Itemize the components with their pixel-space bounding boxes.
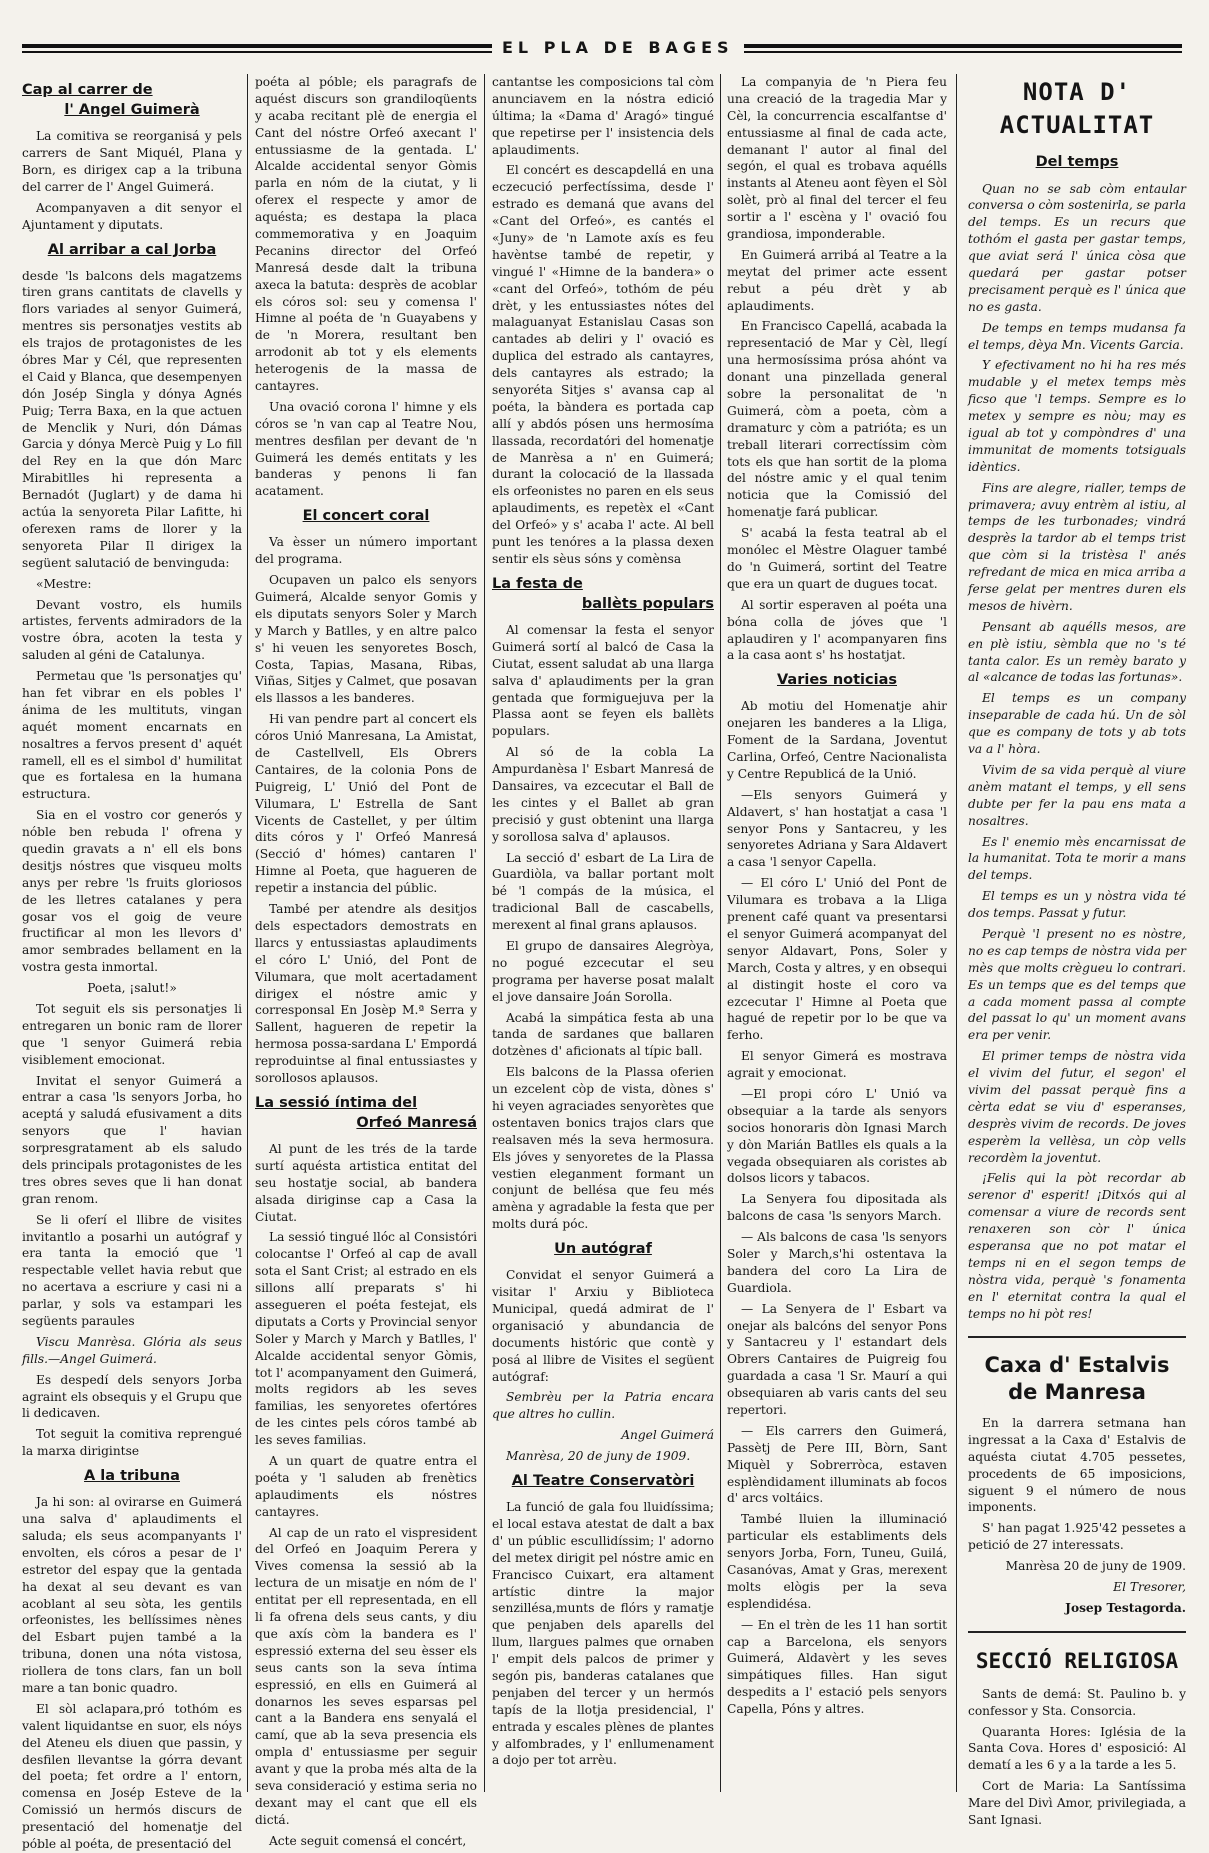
paragraph: Va èsser un número important del programa.: [255, 535, 477, 567]
column-2: [255, 74, 477, 1848]
paragraph: Manrèsa 20 de juny de 1909.: [1005, 1559, 1186, 1574]
paragraph: Ab motiu del Homenatje ahir onejaren les banderes a la Lliga, Foment de la Sardana, Joventut Carlina, Orfeó, Centre Nacionalista y Centre Republicá de la Unió.: [727, 699, 947, 781]
section-heading-caxa-estalvis: Caxa d' Estalvis de Manresa: [984, 1353, 1170, 1404]
paragraph: — Als balcons de casa 'ls senyors Soler y March,s'hi ostentava la bandera del coro La Lira de Guardiola.: [727, 1230, 947, 1295]
paragraph: Devant vostro, els humils artistes, fervents admiradors de la vostre óbra, acoten la testa y saluden al géni de Catalunya.: [22, 597, 242, 663]
paragraph: El concért es descapdellá en una eczecució perfectíssima, desde l' estrado es demaná que avans del «Cant del Orfeó», es cantés el «Juny» de 'n Lamote axís es feu havèntse també de repetir, y vingué l' «Himne de la bandera» o «cant del Orfeó», tothóm de péu drèt, y les entussiastes nótes del malaguanyat Estanislau Casas son cantades ab deliri y l' ovació es duplica del estrado als cantayres, dels cantayres als estrado; la senyoréta Sitjes s' avansa cap al poéta, la bàndera es portada cap allí y abdós pósen uns hermosíma llassada, recordatóri del homenatje de Manrèsa a n' en Guimerá; durant la colocació de la llassada els orfeonistes no paren en els seus aplaudiments, es repetèx el «Cant del Orfeó» y s' acaba l' acte. Al bell punt les tenóres a la plassa dexen sentir els sèus sóns y comènsa: [492, 163, 714, 566]
column-1: [22, 74, 242, 1852]
paragraph: La Senyera fou dipositada als balcons de casa 'ls senyors March.: [727, 1192, 947, 1224]
column-4: [727, 74, 947, 1792]
paragraph: També lluien la illuminació particular els establiments dels senyors Jorba, Forn, Tuneu, Guilá, Casanóvas, Amat y Gras, merexent molts elògis per la seva esplendidésa.: [727, 1512, 947, 1611]
paragraph: El primer temps de nòstra vida el vivim del futur, el segon' el vivim del passat perquè fins a cèrta edat se viu d' esperanses, desprès vivim de records. De joves esperèm la vellèsa, un còp vells recordèm la joventut.: [968, 1049, 1186, 1165]
paragraph: També per atendre als desitjos dels espectadors demostrats en llarcs y entussiastas aplaudiments el córo L' Unió, del Pont de Vilumara, que molt acertadament dirigex el nóstre amic y corresponsal En Josèp M.ª Serra y Sallent, hagueren de repetir la hermosa possa-sardana L' Empordá reproduintse al final entussiastes y sorollosos aplausos.: [255, 902, 477, 1085]
paragraph: Es l' enemio mès encarnissat de la humanitat. Tota te morir a mans del temps.: [968, 834, 1186, 883]
treasurer-signature: Josep Testagorda.: [1065, 1600, 1186, 1615]
paragraph: Al punt de les trés de la tarde surtí aquésta artistica entitat del seu hostatje social, ab bandera alsada diriginse cap a Casa la Ciutat.: [255, 1142, 477, 1224]
paragraph: Invitat el senyor Guimerá a entrar a casa 'ls senyors Jorba, ho aceptá y saludá efusivament a dits senyors que l' havian sorpresgratament ab els saludo dels principals protagonistes de les tres obres seves que li han donat gran renom.: [22, 1073, 242, 1206]
paragraph: Ocupaven un palco els senyors Guimerá, Alcalde senyor Gomis y els diputats senyors Soler y March y March y Batlles, y en altre palco s' hi veuen les senyoretes Bosch, Costa, Tapias, Masana, Ribas, Viñas, Sitjes y Calmet, que posavan els llassos a les banderes.: [255, 573, 477, 706]
paragraph: La funció de gala fou lluidíssima; el local estava atestat de dalt a bax d' un públic escullidíssim; l' adorno del metex dirigit pel nóstre amic en Francisco Cuixart, era altament artístic dintre la major senzillésa,munts de flórs y ramatje que penjaben dels aparells del llum, llargues palmes que ornaben l' empit dels palcos de primer y segón pis, banderas catalanes que penjaben del tercer y un hermós tapís de la llotja presidencial, l' entrada y escales plènes de plantes y alfombrades, y l' enllumenament a dojo per tot arrèu.: [492, 1500, 714, 1768]
paragraph: Acabá la simpática festa ab una tanda de sardanes que ballaren dotzènes d' aficionats al típic ball.: [492, 1010, 714, 1059]
column-divider: [956, 74, 957, 1792]
paragraph: Pensant ab aquélls mesos, are en plè istiu, sèmbla que no 's té tanta calor. Es un remèy barato y al «alcance de todas las fortunas».: [968, 619, 1186, 685]
paragraph: La companyia de 'n Piera feu una creació de la tragedia Mar y Cèl, la concurrencia escalfantse d' entussiasme al final de cada acte, demanant l' autor al final del segón, el qual es trobava aquélls instants al Ateneu aont fèyen el Sòl solèt, prò al final del tercer el feu sortir a l' escèna y l' ovació fou grandiosa, imponderable.: [727, 75, 947, 242]
paragraph: Els balcons de la Plassa oferien un ezcelent còp de vista, dònes s' hi veyen agraciades senyorètes que ostentaven bonics trajos clars que realsaven més la seva hermosura. Els jóves y senyoretes de la Plassa vestien eleganment formant un conjunt de bellésa que feu més amèna y agradable la festa que per molts durá póc.: [492, 1065, 714, 1232]
paragraph: Al só de la cobla La Ampurdanèsa l' Esbart Manresá de Dansaires, va ezcecutar el Ball de les cintes y el Ballet ab gran precisió y gust obtenint una llarga y sorollosa salva d' aplausos.: [492, 745, 714, 844]
paragraph: ¡Felis qui la pòt recordar ab serenor d' esperit! ¡Ditxós qui al comensar a viure de records sent renaxeren son còr l' única esperansa que no pot matar el temps ni en el segon temps de nòstra vida, perquè 's fonamenta en l' eternitat contra la qual el temps no hi pòt res!: [968, 1171, 1186, 1321]
paragraph: Permetau que 'ls personatjes qu' han fet vibrar en els pobles l' ánima de les multituts, vingan aquét moment encarnats en nosaltres a fervos present d' aquét ramell, ell es el simbol d' humilitat que es fortalesa en la humana estructura.: [22, 669, 242, 802]
paragraph: poéta al póble; els paragrafs de aquést discurs son grandiloqüents y acaba recitant plè de energia el Cant del nóstre Orfeó axecant l' entussiasme de la gentada. L' Alcalde accidental senyor Gòmis parla en nóm de la ciutat, y li oferex el respecte y amor de aquésta; es destapa la placa commemorativa y en Joaquim Pecanins director del Orfeó Manresá desde dalt la tribuna axeca la batuta: desprès de acoblar els córos sol: seu y comensa l' Himne al poéta de 'n Guayabens y de 'n Morera, resultant ben arrodonit ab tot y els elements heterogenis de la massa de cantayres.: [255, 75, 477, 394]
paragraph: Convidat el senyor Guimerá a visitar l' Arxiu y Biblioteca Municipal, quedá admirat de l' organisació y abundancia de documents históric que contè y posá al llibre de Visites el següent autógraf:: [492, 1268, 714, 1384]
paragraph: En Francisco Capellá, acabada la representació de Mar y Cèl, llegí una hermosíssima prósa ahónt va donant una pinzellada general sobre la personalitat de 'n Guimerá, còm a poeta, còm a dramaturc y còm a patrióta; es un treball literari correctíssim còm tots els que han sortit de la ploma del nóstre amic y el qual tenim noticia que la Comissió del homenatje fará publicar.: [727, 319, 947, 520]
section-heading-teatre-conservatori: Al Teatre Conservatòri: [511, 1473, 695, 1490]
paragraph: Y efectivament no hi ha res més mudable y el metex temps mès ficso que 'l temps. Sempre es lo metex y sempre es nòu; may es igual ab tot y compòndres d' una immunitat de moments totsiguals idèntics.: [968, 358, 1186, 474]
paragraph: S' han pagat 1.925'42 pessetes a petició de 27 interessats.: [968, 1521, 1186, 1553]
paragraph: Al cap de un rato el vispresident del Orfeó en Joaquim Perera y Vives comensa la sessió ab la lectura de un misatje en nóm de l' entitat per ell representada, en ell li fa ofrena dels seus cants, y diu que axís còm la bandera es l' espressió externa del seu èsser els seus cants son la seva íntima espressió, en ells en Guimerá al donarnos les seves esparsas pel cant a la Bandera ens senyalá el camí, que ab la seva presencia els ompla d' entussiasme per seguir avant y que la proba més alta de la seva consideració y estima seria no dexant may el cant que ell els dictá.: [255, 1525, 477, 1827]
paragraph: La secció d' esbart de La Lira de Guardiòla, va ballar portant molt bé 'l compás de la música, el tradicional Ball de cascabells, merexent al final grans aplausos.: [492, 850, 714, 933]
nota-actualitat-heading: NOTA D' ACTUALITAT: [999, 78, 1155, 140]
paragraph: La sessió tingué llóc al Consistóri colocantse l' Orfeó al cap de avall sota el Sant Crist; al estrado en els sillons allí preparats s' hi assegueren el poéta festejat, els diputats a Corts y Provincial senyor Soler y March y March y Batlles, l' Alcalde accidental senyor Gòmis, tot l' acompanyament den Guimerá, molts regidors ab les seves familias, les senyoretes ofertóres de les cintes pels córos també ab les seves familias.: [255, 1230, 477, 1448]
column-3: [492, 74, 714, 1792]
paragraph: — El córo L' Unió del Pont de Vilumara es trobava a la Lliga prenent café quant va presentarsi el senyor Guimerá acompanyat del senyor Aldavart, Pons, Soler y March, Costa y altres, y en obsequi al distingit hoste el coro va ezcecutar l' Himne al Poeta que hagué de repetir por lo be que va ferho.: [727, 876, 947, 1043]
paragraph: Una ovació corona l' himne y els córos se 'n van cap al Teatre Nou, mentres desfilan per devant de 'n Guimerá les demés entitats y les banderas y penons li fan acatament.: [255, 399, 477, 499]
paragraph: — Els carrers den Guimerá, Passètj de Pere III, Bòrn, Sant Miquèl y Sobrerròca, estaven esplèndidament illuminats ab focos d' arcs voltáics.: [727, 1423, 947, 1506]
paragraph: Quan no se sab còm entaular conversa o còm sostenirla, se parla del temps. Es un recurs que tothóm el gasta per gastar temps, que aviat será l' única còsa que quedará per gastar potser precisament perquè es l' única que no es gasta.: [968, 181, 1186, 314]
column-divider: [484, 74, 485, 1792]
section-heading-sessio-intima: La sessió íntima del Orfeó Manresá: [255, 1094, 477, 1131]
paragraph: —El propi córo L' Unió va obsequiar a la tarde als senyors socios honoraris dòn Ignasi March y dòn Marián Batlles els quals a la vegada obsequiaren als coristes ab dolsos licors y tabacos.: [727, 1086, 947, 1186]
paragraph: El temps es un y nòstra vida té dos temps. Passat y futur.: [968, 889, 1186, 921]
paragraph: desde 'ls balcons dels magatzems tiren grans cantitats de clavells y flors variades al senyor Guimerá, mentres sis personatjes vestits ab els trajos de protagonistes de les óbres Mar y Cél, que representen el Caid y Blanca, que desempenyen dón Josép Singla y dónya Agnés Puig; Terra Baxa, en la que actuen de Menclik y Nuri, dón Dámas Garcia y dónya Mercè Puig y Lo fill del Rey en la que dón Marc Mirabitlles hi representa a Bernadót (Juglart) y de dama hi actúa la senyoreta Pilar Lafitte, hi oferexen rams de llorer y la senyoreta Pilar Il dirigex la següent salutació de benvinguda:: [22, 268, 242, 570]
paragraph: Fins are alegre, rialler, temps de primavera; avuy entrèm al istiu, al temps de les turbonades; vindrá desprès la tardor ab el temps trist que còm si la tristèsa l' anés refredant de mica en mica arriba a ferse gelat per mentres duren els mesos de hivèrn.: [968, 480, 1186, 613]
paragraph: De temps en temps mudansa fa el temps, dèya Mn. Vicents Garcia.: [968, 320, 1186, 352]
autograph-signature: Angel Guimerá: [621, 1428, 714, 1443]
paragraph: En la darrera setmana han ingressat a la Caxa d' Estalvis de aquésta ciutat 4.705 pessetes, procedents de 65 imposicions, siguent 9 el número de nous imponents.: [968, 1415, 1186, 1515]
masthead-title: EL PLA DE BAGES: [492, 38, 744, 57]
column-divider: [247, 74, 248, 1792]
paragraph: Tot seguit la comitiva reprengué la marxa dirigintse: [22, 1427, 242, 1459]
paragraph: A un quart de quatre entra el poéta y 'l saluden ab frenètics aplaudiments els nóstres cantayres.: [255, 1454, 477, 1519]
paragraph: Al sortir esperaven al poéta una bóna colla de jóves que 'l aplaudiren y l' acompanyaren fins a la casa aont s' hs hostatjat.: [727, 597, 947, 663]
section-heading-autograf: Un autógraf: [554, 1241, 652, 1258]
paragraph: El Tresorer,: [1113, 1579, 1186, 1594]
paragraph: Perquè 'l present no es nòstre, no es cap temps de nòstra vida per mès que molts crègueu lo contrari. Es un temps que es del temps que a cada moment passa al compte del passat lo qu' un moment avans era per venir.: [968, 926, 1186, 1043]
paragraph: —Els senyors Guimerá y Aldavert, s' han hostatjat a casa 'l senyor Pons y Santacreu, y les senyoretes Adriana y Sara Aldavert a casa 'l senyor Capella.: [727, 787, 947, 870]
paragraph: Tot seguit els sis personatjes li entregaren un bonic ram de llorer que 'l senyor Guimerá rebia visiblement emocionat.: [22, 1001, 242, 1067]
section-heading-seccio-religiosa: SECCIÓ RELIGIOSA: [975, 1648, 1179, 1673]
column-5: [968, 74, 1186, 1828]
section-heading-del-temps: Del temps: [1035, 154, 1119, 171]
paragraph: S' acabá la festa teatral ab el monólec el Mèstre Olaguer també do 'n Guimerá, sortint del Teatre que era un quart de dugues tocat.: [727, 526, 947, 591]
paragraph: Quaranta Hores: Iglésia de la Santa Cova. Hores d' esposició: Al dematí a les 6 y a la tarde a les 5.: [968, 1724, 1186, 1773]
paragraph: Hi van pendre part al concert els córos Unió Manresana, La Amistat, de Castellvell, Els Obrers Cantaires, de la colonia Pons de Puigreig, L' Unió del Pont de Vilumara, L' Estrella de Sant Vicents de Castellet, y per últim dits córos y l' Orfeó Manresá (Secció d' hómes) cantaren l' Himne al Poeta, que hagueren de repetir a instancia del públic.: [255, 712, 477, 896]
paragraph: Poeta, ¡salut!»: [87, 981, 177, 996]
paragraph: — En el trèn de les 11 han sortit cap a Barcelona, els senyors Guimerá, Aldavèrt y les seves simpátiques filles. Han sigut despedits a l' estació pels senyors Capella, Póns y altres.: [727, 1617, 947, 1717]
paragraph: Acte seguit comensá el concért,: [269, 1833, 467, 1848]
paragraph: El temps es un company inseparable de cada hú. Un de sòl que es company de tots y ab tots va a l' hòra.: [968, 691, 1186, 757]
paragraph: En Guimerá arribá al Teatre a la meytat del primer acte essent rebut a péu drèt y ab aplaudiments.: [727, 247, 947, 313]
masthead: [22, 32, 1182, 64]
section-heading-carrer-guimera: Cap al carrer de l' Angel Guimerà: [22, 82, 200, 119]
section-heading-varies-noticias: Varies noticias: [776, 672, 897, 689]
paragraph-quote: Viscu Manrèsa. Glória als seus fills.—Angel Guimerá.: [22, 1334, 242, 1366]
section-divider: [968, 1336, 1186, 1338]
paragraph: Es despedí dels senyors Jorba agraint els obsequis y el Grupu que li dedicaven.: [22, 1372, 242, 1421]
section-heading-cal-jorba: Al arribar a cal Jorba: [47, 241, 217, 258]
autograph-date: Manrèsa, 20 de juny de 1909.: [506, 1449, 691, 1464]
section-heading-festa-ballets: La festa de ballèts populars: [492, 575, 714, 612]
paragraph: Acompanyaven a dit senyor el Ajuntament y diputats.: [22, 200, 242, 232]
paragraph: cantantse les composicions tal còm anunciavem en la nóstra edició última; la «Dama d' Aragó» tingué que repetirse per l' insistencia dels aplaudiments.: [492, 75, 714, 157]
paragraph: El senyor Gimerá es mostrava agrait y emocionat.: [727, 1049, 947, 1081]
paragraph: Sants de demá: St. Paulino b. y confessor y Sta. Consorcia.: [968, 1686, 1186, 1718]
paragraph: Vivim de sa vida perquè al viure anèm matant el temps, y ell sens dubte per fer la pau ens mata a nosaltres.: [968, 762, 1186, 828]
paragraph: Cort de Maria: La Santíssima Mare del Divì Amor, privilegiada, a Sant Ignasi.: [968, 1779, 1186, 1828]
paragraph: Al comensar la festa el senyor Guimerá sortí al balcó de Casa la Ciutat, essent saludat ab una llarga salva d' aplaudiments per la gran gentada que formiguejuva per la Plassa aont se feyen els ballèts populars.: [492, 622, 714, 739]
paragraph: El grupo de dansaires Alegròya, no pogué ezcecutar el seu programa per haverse posat malalt el jove dansaire Joán Sorolla.: [492, 939, 714, 1004]
paragraph: Ja hi son: al ovirarse en Guimerá una salva d' aplaudiments el saluda; els seus acompanyants l' envolten, els córos a pesar de l' estretor del espay que la gentada ha dexat al seu devant es van acoblant al seu sòta, les gentils orfeonistes, les bellíssimes nènes del Esbart pujen també a la tribuna, donen una nóta vistosa, riollera de tons clars, fan un boll mare a tan bonic quadro.: [22, 1495, 242, 1696]
paragraph: La comitiva se reorganisá y pels carrers de Sant Miquél, Plana y Born, es dirigex cap a la tribuna del carrer de l' Angel Guimerá.: [22, 129, 242, 194]
paragraph: Sia en el vostro cor generós y nóble ben rebuda l' ofrena y quedin gravats a n' ell els bons desitjs nóstres que visqueu molts anys per rebre 'ls fruits gloriosos de les lletres catalanes y pera gosar vos el goig de veure fructificar al mon les llevors d' amor sembrades bellament en la vostra gesta inmortal.: [22, 808, 242, 975]
section-heading-concert-coral: El concert coral: [302, 508, 430, 525]
section-divider: [968, 1631, 1186, 1633]
column-divider: [720, 74, 721, 1792]
paragraph: Se li oferí el llibre de visites invitantlo a posarhi un autógraf y era tanta la emoció que 'l respectable vellet havia rebut que no acertava a escriure y casi ni a parlar, y sols va estampari les següents paraules: [22, 1212, 242, 1329]
paragraph: El sòl aclapara,pró tothóm es valent liquidantse en suor, els nóys del Ateneu els diuen que passin, y desfilen llevantse la górra devant del poeta; fet ordre a l' entorn, comensa en Josép Esteve de la Comissió un hermós discurs de presentació del homenatje del póble al poéta, de presentació del: [22, 1701, 242, 1852]
paragraph: — La Senyera de l' Esbart va onejar als balcóns del senyor Pons y Santacreu y l' estandart dels Obrers Cantaires de Puigreig fou guardada a casa 'l Sr. Maurí a qui obsequiaren ab varis cants del seu repertori.: [727, 1301, 947, 1417]
paragraph: «Mestre:: [36, 576, 92, 591]
paragraph-quote: Sembrèu per la Patria encara que altres ho cullin.: [492, 1390, 714, 1422]
section-heading-tribuna: A la tribuna: [84, 1468, 180, 1485]
